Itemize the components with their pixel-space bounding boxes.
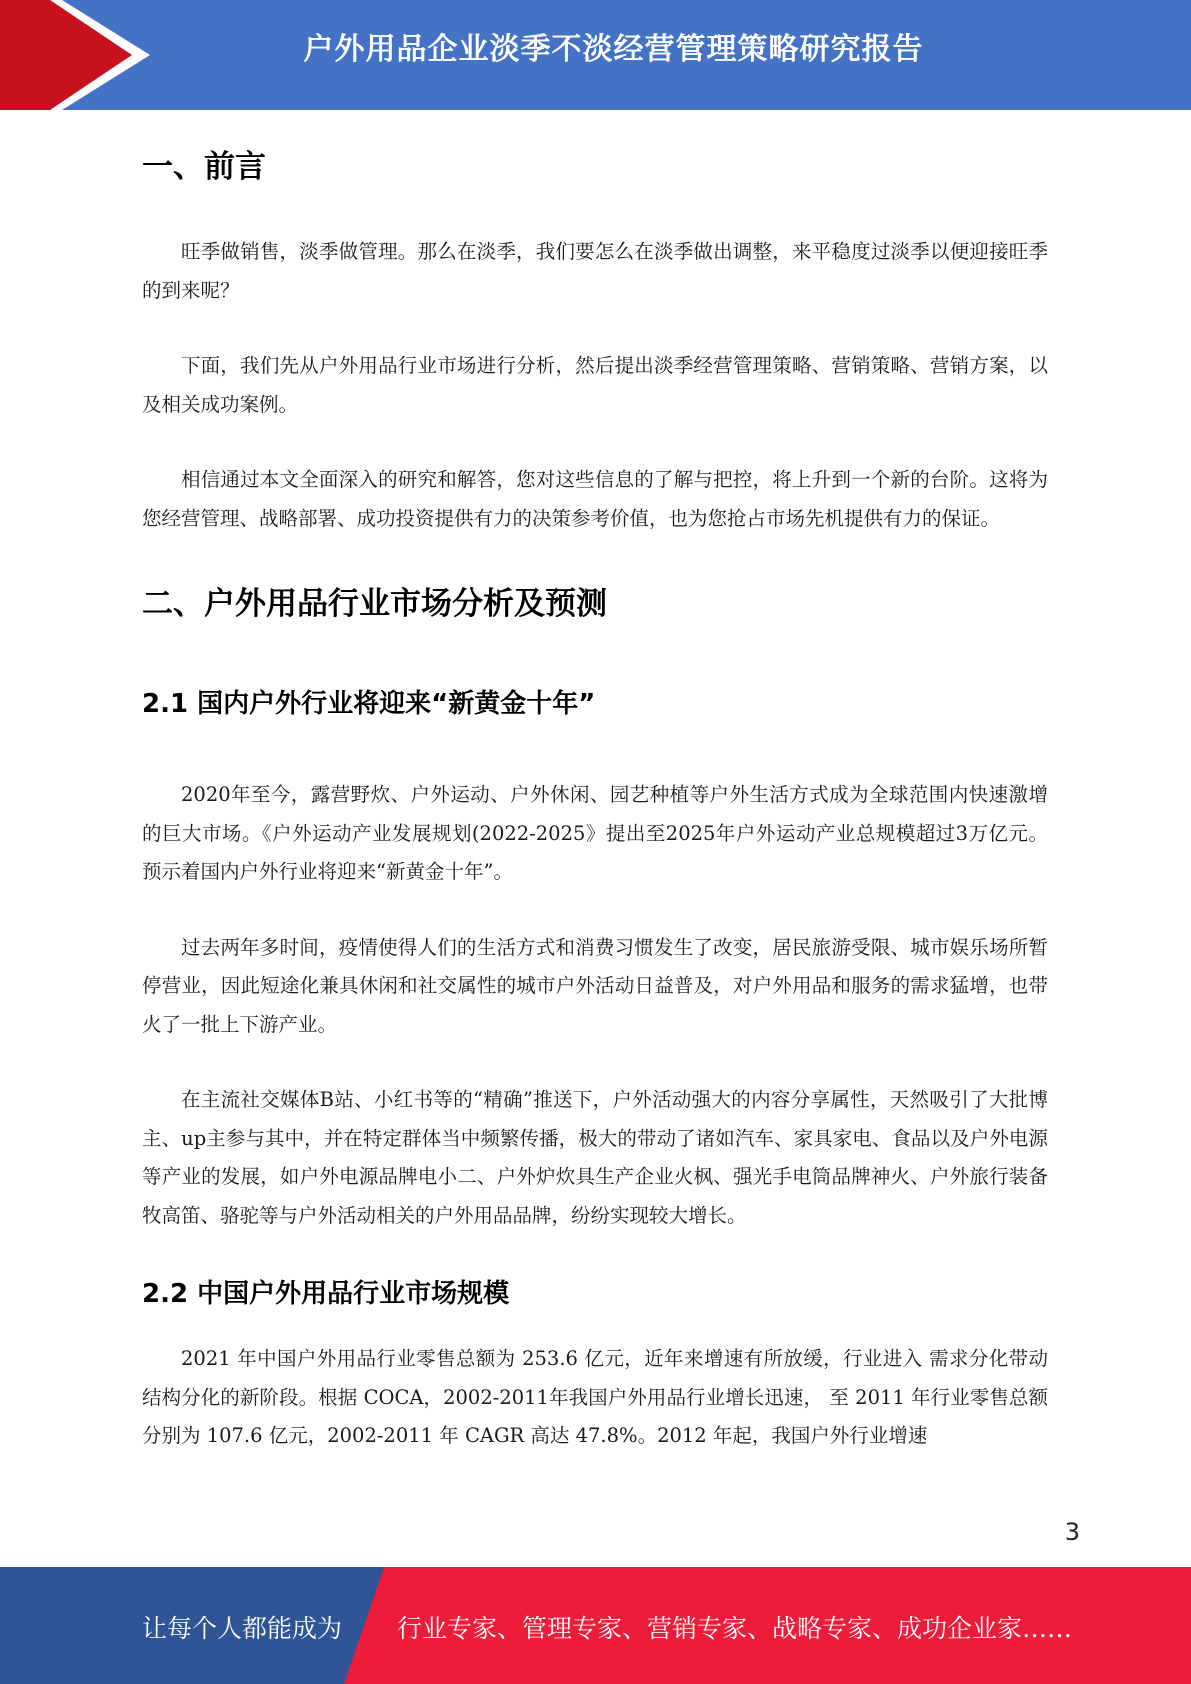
paragraph: 2021 年中国户外用品行业零售总额为 253.6 亿元，近年来增速有所放缓，行业进入 需求分化带动结构分化的新阶段。根据 COCA，2002-2011年我国户外用品行业增长迅速， 至 2011 年行业零售总额分别为 107.6 亿元，2002-2011 年 CAGR 高达 47.8%。2012 年起，我国户外行业增速 <box>142 1347 1048 1447</box>
footer-slogan-left: 让每个人都能成为 <box>142 1614 343 1643</box>
subsection-heading-2-2: 2.2 中国户外用品行业市场规模 <box>142 1279 510 1309</box>
page-footer-banner <box>0 1567 1191 1684</box>
paragraph: 下面，我们先从户外用品行业市场进行分析，然后提出淡季经营管理策略、营销策略、营销方案，以及相关成功案例。 <box>142 354 1048 416</box>
subsection-heading-2-1: 2.1 国内户外行业将迎来“新黄金十年” <box>142 689 596 719</box>
paragraph: 过去两年多时间，疫情使得人们的生活方式和消费习惯发生了改变，居民旅游受限、城市娱乐场所暂停营业，因此短途化兼具休闲和社交属性的城市户外活动日益普及，对户外用品和服务的需求猛增，也带火了一批上下游产业。 <box>142 935 1048 1036</box>
section-heading-market-analysis: 二、户外用品行业市场分析及预测 <box>142 586 607 622</box>
paragraph: 2020年至今，露营野炊、户外运动、户外休闲、园艺种植等户外生活方式成为全球范围内快速激增的巨大市场。《户外运动产业发展规划(2022-2025》提出至2025年户外运动产业总规模超过3万亿元。预示着国内户外行业将迎来“新黄金十年”。 <box>142 783 1048 883</box>
paragraph: 在主流社交媒体B站、小红书等的“精确”推送下，户外活动强大的内容分享属性，天然吸引了大批博主、up主参与其中，并在特定群体当中频繁传播，极大的带动了诸如汽车、家具家电、食品以及户外电源等产业的发展，如户外电源品牌电小二、户外炉炊具生产企业火枫、强光手电筒品牌神火、户外旅行装备牧高笛、骆驼等与户外活动相关的户外用品品牌，纷纷实现较大增长。 <box>142 1088 1048 1227</box>
report-title: 户外用品企业淡季不淡经营管理策略研究报告 <box>303 32 924 67</box>
paragraph: 相信通过本文全面深入的研究和解答，您对这些信息的了解与把控，将上升到一个新的台阶。这将为您经营管理、战略部署、成功投资提供有力的决策参考价值，也为您抢占市场先机提供有力的保证。 <box>142 468 1048 530</box>
page-header-bar <box>0 0 1191 110</box>
footer-slogan-right: 行业专家、管理专家、营销专家、战略专家、成功企业家…… <box>397 1614 1073 1643</box>
page-number: 3 <box>1064 1518 1080 1546</box>
paragraph: 旺季做销售，淡季做管理。那么在淡季，我们要怎么在淡季做出调整，来平稳度过淡季以便迎接旺季的到来呢？ <box>142 240 1048 302</box>
section-heading-preface: 一、前言 <box>142 149 266 185</box>
document-body <box>142 110 1048 1456</box>
